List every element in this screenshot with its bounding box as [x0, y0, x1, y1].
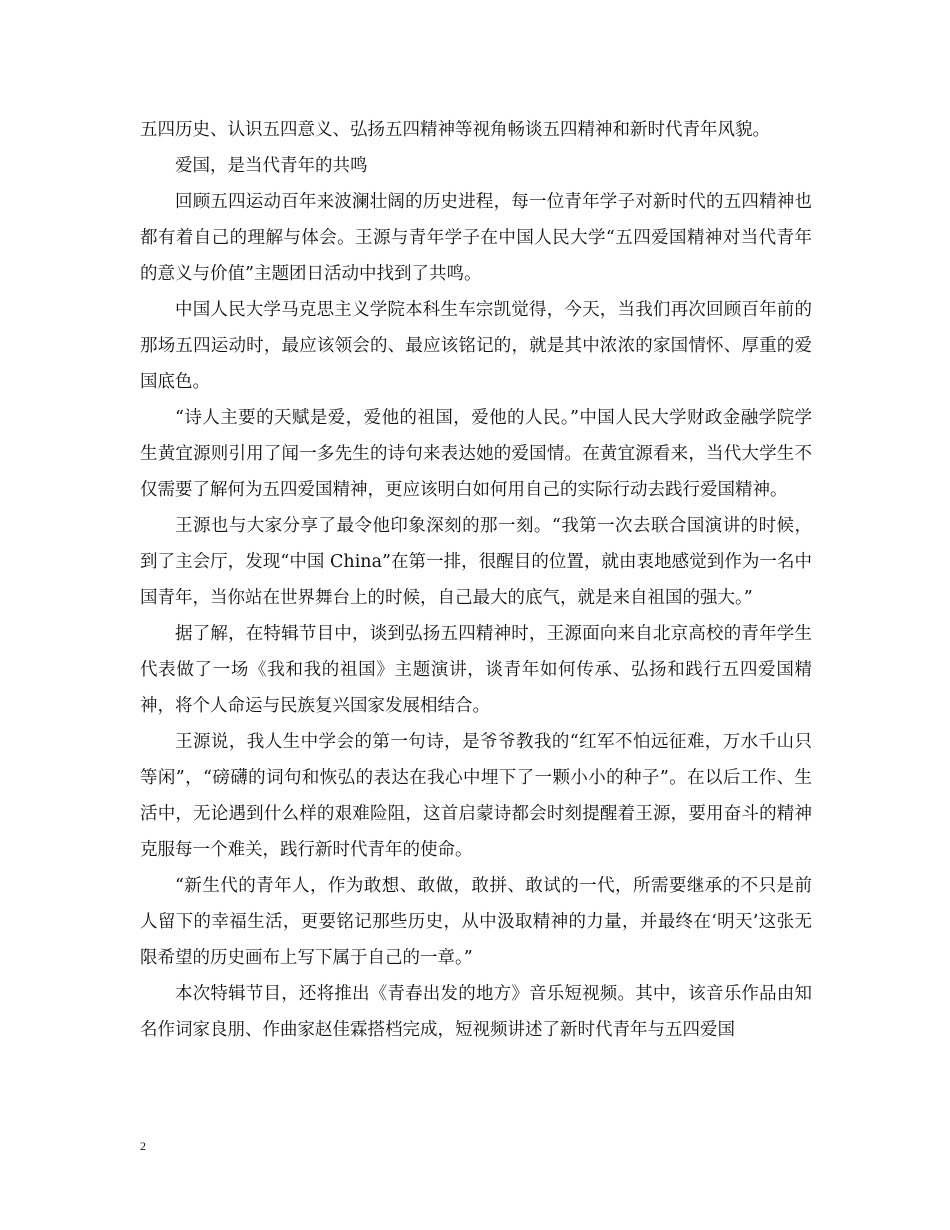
body-text [140, 112, 812, 1048]
paragraph: 王源说，我人生中学会的第一句诗，是爷爷教我的“红军不怕远征难，万水千山只等闲”，“磅礴的词句和恢弘的表达在我心中埋下了一颗小小的种子”。在以后工作、生活中，无论遇到什么样的艰难险阻，这首启蒙诗都会时刻提醒着王源，要用奋斗的精神克服每一个难关，践行新时代青年的使命。 [140, 732, 812, 860]
paragraph: 据了解，在特辑节目中，谈到弘扬五四精神时，王源面向来自北京高校的青年学生代表做了一场《我和我的祖国》主题演讲，谈青年如何传承、弘扬和践行五四爱国精神，将个人命运与民族复兴国家发展相结合。 [140, 624, 812, 716]
paragraph: 中国人民大学马克思主义学院本科生车宗凯觉得，今天，当我们再次回顾百年前的那场五四运动时，最应该领会的、最应该铭记的，就是其中浓浓的家国情怀、厚重的爱国底色。 [140, 300, 812, 392]
section-heading: 爱国，是当代青年的共鸣 [175, 156, 368, 176]
paragraph: 五四历史、认识五四意义、弘扬五四精神等视角畅谈五四精神和新时代青年风貌。 [140, 120, 770, 140]
paragraph: “新生代的青年人，作为敢想、敢做，敢拼、敢试的一代，所需要继承的不只是前人留下的幸福生活，更要铭记那些历史，从中汲取精神的力量，并最终在‘明天’这张无限希望的历史画布上写下属于自己的一章。” [140, 876, 812, 968]
paragraph: 本次特辑节目，还将推出《青春出发的地方》音乐短视频。其中，该音乐作品由知名作词家良朋、作曲家赵佳霖搭档完成，短视频讲述了新时代青年与五四爱国 [140, 984, 812, 1040]
page-number: 2 [140, 1139, 146, 1153]
paragraph: “诗人主要的天赋是爱，爱他的祖国，爱他的人民。”中国人民大学财政金融学院学生黄宜源则引用了闻一多先生的诗句来表达她的爱国情。在黄宜源看来，当代大学生不仅需要了解何为五四爱国精神，更应该明白如何用自己的实际行动去践行爱国精神。 [140, 408, 812, 500]
paragraph: 王源也与大家分享了最令他印象深刻的那一刻。“我第一次去联合国演讲的时候，到了主会厅，发现“中国 China”在第一排，很醒目的位置，就由衷地感觉到作为一名中国青年，当你站在世界舞台上的时候，自己最大的底气，就是来自祖国的强大。” [140, 516, 812, 608]
paragraph: 回顾五四运动百年来波澜壮阔的历史进程，每一位青年学子对新时代的五四精神也都有着自己的理解与体会。王源与青年学子在中国人民大学“五四爱国精神对当代青年的意义与价值”主题团日活动中找到了共鸣。 [140, 192, 812, 284]
